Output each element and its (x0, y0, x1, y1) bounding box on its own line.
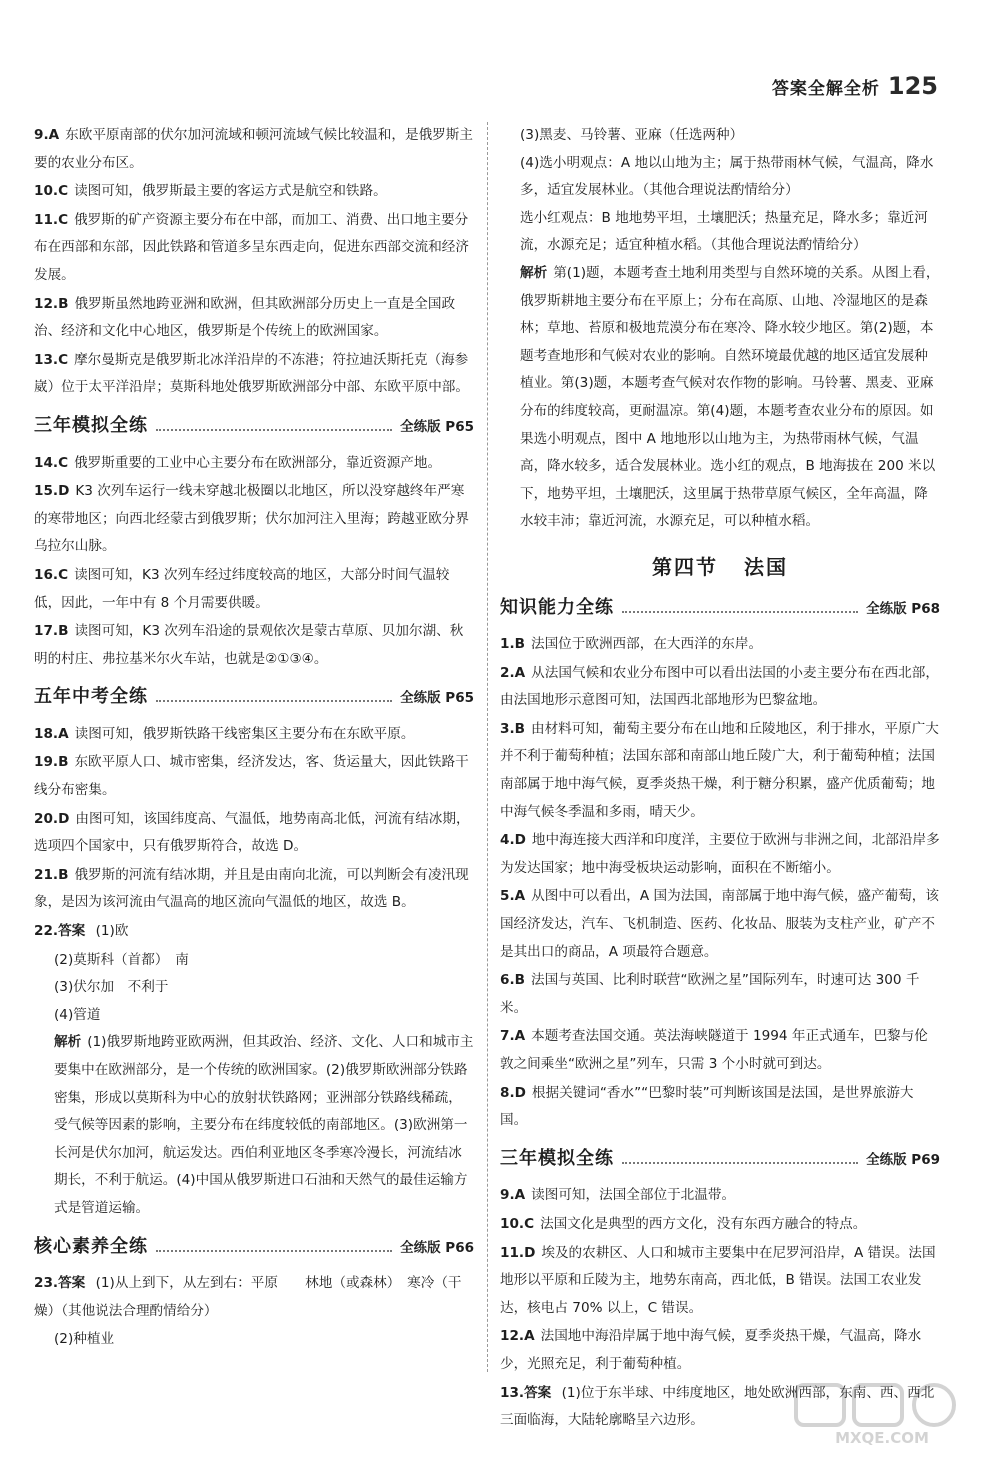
answer-item (500, 1023, 940, 1078)
section-header-zhishi (500, 594, 940, 624)
answer-item (34, 749, 474, 804)
answer-text: 读图可知，俄罗斯铁路干线密集区主要分布在东欧平原。 (74, 725, 415, 742)
answer-23-part2: (2)种植业 (54, 1331, 115, 1348)
answer-item (34, 291, 474, 346)
answer-number: 3.B (500, 720, 525, 737)
answer-text: 地中海连接大西洋和印度洋，主要位于欧洲与非洲之间，北部沿岸多为发达国家；地中海受板块运动影响，面积在不断缩小。 (500, 832, 940, 876)
answer-number: 13.答案 (500, 1384, 552, 1401)
answer-text: 法国文化是典型的西方文化，没有东西方融合的特点。 (540, 1215, 867, 1232)
answer-item (500, 1211, 940, 1239)
answer-text: 根据关键词“香水”“巴黎时装”可判断该国是法国，是世界旅游大国。 (500, 1084, 914, 1129)
answer-22-part3: (3)伏尔加 不利于 (54, 979, 169, 996)
answer-list-sec1 (34, 450, 474, 674)
answer-item (34, 721, 474, 749)
answer-text: 由图可知，该国纬度高、气温低，地势南高北低，河流有结冰期，选项四个国家中，只有俄罗斯符合，故选 D。 (34, 810, 470, 855)
column-divider (487, 122, 488, 1372)
answer-number: 8.D (500, 1084, 526, 1101)
answer-text: K3 次列车运行一线未穿越北极圈以北地区，所以没穿越终年严寒的寒带地区；向西北经蒙古到俄罗斯；伏尔加河注入里海；跨越亚欧分界乌拉尔山脉。 (34, 483, 469, 555)
answer-text: 读图可知，法国全部位于北温带。 (531, 1187, 736, 1204)
answer-list-sec4 (500, 631, 940, 1135)
analysis-text: 第(1)题，本题考查土地利用类型与自然环境的关系。从图上看，俄罗斯耕地主要分布在平原上；分布在高原、山地、冷湿地区的是森林；草地、苔原和极地荒漠分布在寒冷、降水较少地区。第(2)题，本题考查地形和气候对农业的影响。自然环境最优越的地区适宜发展种植业。第(3)题，本题考查气候对农作物的影响。马铃薯、黑麦、亚麻分布的纬度较高，更耐温凉。第(4)题，本题考查农业分布的原因。如果选小明观点，图中 A 地地形以山地为主，为热带雨林气候，气温高，降水较多，适合发展林业。选小红的观点，B 地海拔在 200 米以下，地势平坦，土壤肥沃，这里属于热带草原气候区，全年高温，降水较丰沛；靠近河流，水源充足，可以种植水稻。 (520, 264, 940, 530)
analysis-label: 解析 (54, 1034, 82, 1051)
answer-23 (34, 1270, 474, 1325)
answer-text: 从法国气候和农业分布图中可以看出法国的小麦主要分布在西北部，由法国地形示意图可知，法国西北部地形为巴黎盆地。 (500, 664, 939, 709)
answer-number: 7.A (500, 1028, 526, 1045)
analysis-label: 解析 (520, 264, 548, 281)
answer-number: 9.A (500, 1187, 526, 1204)
answer-number: 17.B (34, 623, 69, 640)
section-ref: 全练版 P69 (866, 1151, 940, 1168)
answer-list-sec2 (34, 721, 474, 917)
chapter-number: 第四节 (652, 554, 718, 579)
chapter-name: 法国 (744, 554, 788, 579)
answer-text: 读图可知，K3 次列车沿途的景观依次是蒙古草原、贝加尔湖、秋明的村庄、弗拉基米尔火车站，也就是②①③④。 (34, 623, 464, 667)
answer-number: 11.C (34, 211, 69, 228)
section-header-sanian-left (34, 412, 474, 442)
answer-number: 10.C (34, 183, 69, 200)
answer-number: 12.A (500, 1328, 535, 1345)
answer-number: 11.D (500, 1244, 536, 1261)
answer-text: 由材料可知，葡萄主要分布在山地和丘陵地区，利于排水，平原广大并不利于葡萄种植；法国东部和南部山地丘陵广大，利于葡萄种植；法国南部属于地中海气候，夏季炎热干燥，利于糖分积累，盛产优质葡萄；地中海气候冬季温和多雨，晴天少。 (500, 720, 939, 820)
answer-text: 俄罗斯的河流有结冰期，并且是由南向北流，可以判断会有凌汛现象，是因为该河流由气温高的地区流向气温低的地区，故选 B。 (34, 866, 469, 911)
answer-number: 20.D (34, 810, 70, 827)
answer-item (34, 178, 474, 206)
answer-item (34, 478, 474, 561)
dotted-leader (622, 1162, 858, 1164)
analysis-23 (500, 260, 940, 536)
answer-text: 俄罗斯的矿产资源主要分布在中部，而加工、消费、出口地主要分布在西部和东部，因此铁路和管道多呈东西走向，促进东西部交流和经济发展。 (34, 211, 469, 283)
answer-text: (1)欧 (95, 923, 129, 940)
answer-22 (34, 918, 474, 946)
answer-number: 4.D (500, 832, 526, 849)
section-title: 五年中考全练 (34, 686, 148, 708)
answer-item (500, 1323, 940, 1378)
section-header-hexin (34, 1233, 474, 1263)
answer-text: 俄罗斯虽然地跨亚洲和欧洲，但其欧洲部分历史上一直是全国政治、经济和文化中心地区，俄罗斯是个传统上的欧洲国家。 (34, 295, 456, 340)
answer-item (34, 450, 474, 478)
answer-number: 23.答案 (34, 1275, 86, 1292)
answer-item (34, 122, 474, 177)
answer-list-sec5 (500, 1182, 940, 1378)
answer-text: 本题考查法国交通。英法海峡隧道于 1994 年正式通车，巴黎与伦敦之间乘坐“欧洲之星”列车，只需 3 个小时就可到达。 (500, 1028, 928, 1072)
answer-item (500, 827, 940, 882)
answer-number: 6.B (500, 972, 525, 989)
answer-text: 俄罗斯重要的工业中心主要分布在欧洲部分，靠近资源产地。 (74, 454, 442, 471)
answer-item (34, 347, 474, 402)
page-header (772, 72, 938, 100)
section-ref: 全练版 P68 (866, 600, 940, 617)
section-ref: 全练版 P66 (400, 1239, 474, 1256)
answer-text: 东欧平原人口、城市密集，经济发达，客、货运量大，因此铁路干线分布密集。 (34, 754, 469, 799)
answer-number: 10.C (500, 1215, 535, 1232)
answer-text: 法国地中海沿岸属于地中海气候，夏季炎热干燥，气温高，降水少，光照充足，利于葡萄种植。 (500, 1328, 922, 1372)
answer-item (34, 618, 474, 673)
answer-text: 法国与英国、比利时联营“欧洲之星”国际列车，时速可达 300 千米。 (500, 972, 920, 1016)
answer-text: 东欧平原南部的伏尔加河流域和顿河流域气候比较温和，是俄罗斯主要的农业分布区。 (34, 127, 473, 171)
dotted-leader (156, 1250, 392, 1252)
answer-item (34, 562, 474, 617)
answer-23-part4: (4)选小明观点：A 地以山地为主；属于热带雨林气候，气温高，降水多，适宜发展林业。（其他合理说法酌情给分） (520, 154, 934, 199)
section-title: 知识能力全练 (500, 596, 614, 618)
section-ref: 全练版 P65 (400, 418, 474, 435)
answer-23-part4b: 选小红观点：B 地地势平坦，土壤肥沃；热量充足，降水多；靠近河流，水源充足；适宜种植水稻。（其他合理说法酌情给分） (520, 209, 928, 254)
answer-text: (1)位于东半球、中纬度地区，地处欧洲西部，东南、西、西北三面临海，大陆轮廓略呈六边形。 (500, 1384, 935, 1429)
answer-item (500, 660, 940, 715)
answer-number: 12.B (34, 295, 69, 312)
dotted-leader (622, 611, 858, 613)
section-title: 三年模拟全练 (34, 414, 148, 436)
answer-22-part4: (4)管道 (54, 1006, 101, 1023)
answer-item (34, 207, 474, 290)
section-header-wunian (34, 683, 474, 713)
answer-number: 18.A (34, 725, 69, 742)
watermark-text: MXQE.COM (835, 1429, 929, 1447)
answer-item (500, 1080, 940, 1135)
answer-number: 15.D (34, 483, 70, 500)
section-header-sanian-right (500, 1145, 940, 1175)
answer-text: 法国位于欧洲西部，在大西洋的东岸。 (530, 636, 763, 653)
answer-text: (1)从上到下，从左到右：平原 林地（或森林） 寒冷（干燥）（其他说法合理酌情给分） (34, 1275, 462, 1319)
chapter-title (500, 554, 940, 582)
answer-number: 16.C (34, 566, 69, 583)
left-column (34, 122, 474, 1354)
dotted-leader (156, 700, 392, 702)
watermark-logo (792, 1379, 972, 1449)
answer-item (34, 806, 474, 861)
section-title: 三年模拟全练 (500, 1147, 614, 1169)
answer-text: 读图可知，俄罗斯最主要的客运方式是航空和铁路。 (74, 183, 387, 200)
analysis-text: (1)俄罗斯地跨亚欧两洲，但其政治、经济、文化、人口和城市主要集中在欧洲部分，是一个传统的欧洲国家。(2)俄罗斯欧洲部分铁路密集，形成以莫斯科为中心的放射状铁路网；亚洲部分铁路线稀疏，受气候等因素的影响，主要分布在纬度较低的南部地区。(3)欧洲第一长河是伏尔加河，航运发达。西伯利亚地区冬季寒冷漫长，河流结冰期长，不利于航运。(4)中国从俄罗斯进口石油和天然气的最佳运输方式是管道运输。 (54, 1034, 474, 1216)
answer-number: 2.A (500, 664, 526, 681)
analysis-22 (34, 1029, 474, 1222)
answer-number: 14.C (34, 454, 69, 471)
answer-text: 埃及的农耕区、人口和城市主要集中在尼罗河沿岸，A 错误。法国地形以平原和丘陵为主，地势东南高，西北低，B 错误。法国工农业发达，核电占 70% 以上，C 错误。 (500, 1244, 936, 1316)
answer-number: 5.A (500, 888, 526, 905)
answer-item (500, 1182, 940, 1210)
section-title: 核心素养全练 (34, 1235, 148, 1257)
answer-item (500, 716, 940, 826)
right-column (500, 122, 940, 1436)
answer-number: 21.B (34, 866, 69, 883)
dotted-leader (156, 429, 392, 431)
answer-text: 摩尔曼斯克是俄罗斯北冰洋沿岸的不冻港；符拉迪沃斯托克（海参崴）位于太平洋沿岸；莫斯科地处俄罗斯欧洲部分中部、东欧平原中部。 (34, 351, 469, 396)
answer-text: 读图可知，K3 次列车经过纬度较高的地区，大部分时间气温较低，因此，一年中有 8 个月需要供暖。 (34, 566, 450, 611)
page-number: 125 (887, 72, 938, 100)
answer-item (500, 631, 940, 659)
answer-number: 1.B (500, 636, 525, 653)
answer-item (500, 883, 940, 966)
answer-number: 19.B (34, 754, 69, 771)
answer-item (500, 1240, 940, 1323)
section-ref: 全练版 P65 (400, 690, 474, 707)
answer-number: 13.C (34, 351, 69, 368)
header-title: 答案全解全析 (771, 78, 880, 99)
answer-number: 22.答案 (34, 923, 86, 940)
answer-22-part2: (2)莫斯科（首都） 南 (54, 951, 189, 968)
answer-number: 9.A (34, 127, 60, 143)
answer-list-top (34, 122, 474, 402)
answer-item (500, 967, 940, 1022)
answer-23-part3: (3)黑麦、马铃薯、亚麻（任选两种） (520, 127, 744, 143)
answer-item (34, 862, 474, 917)
answer-text: 从图中可以看出，A 国为法国，南部属于地中海气候，盛产葡萄，该国经济发达，汽车、飞机制造、医药、化妆品、服装为支柱产业，矿产不是其出口的商品，A 项最符合题意。 (500, 888, 939, 960)
